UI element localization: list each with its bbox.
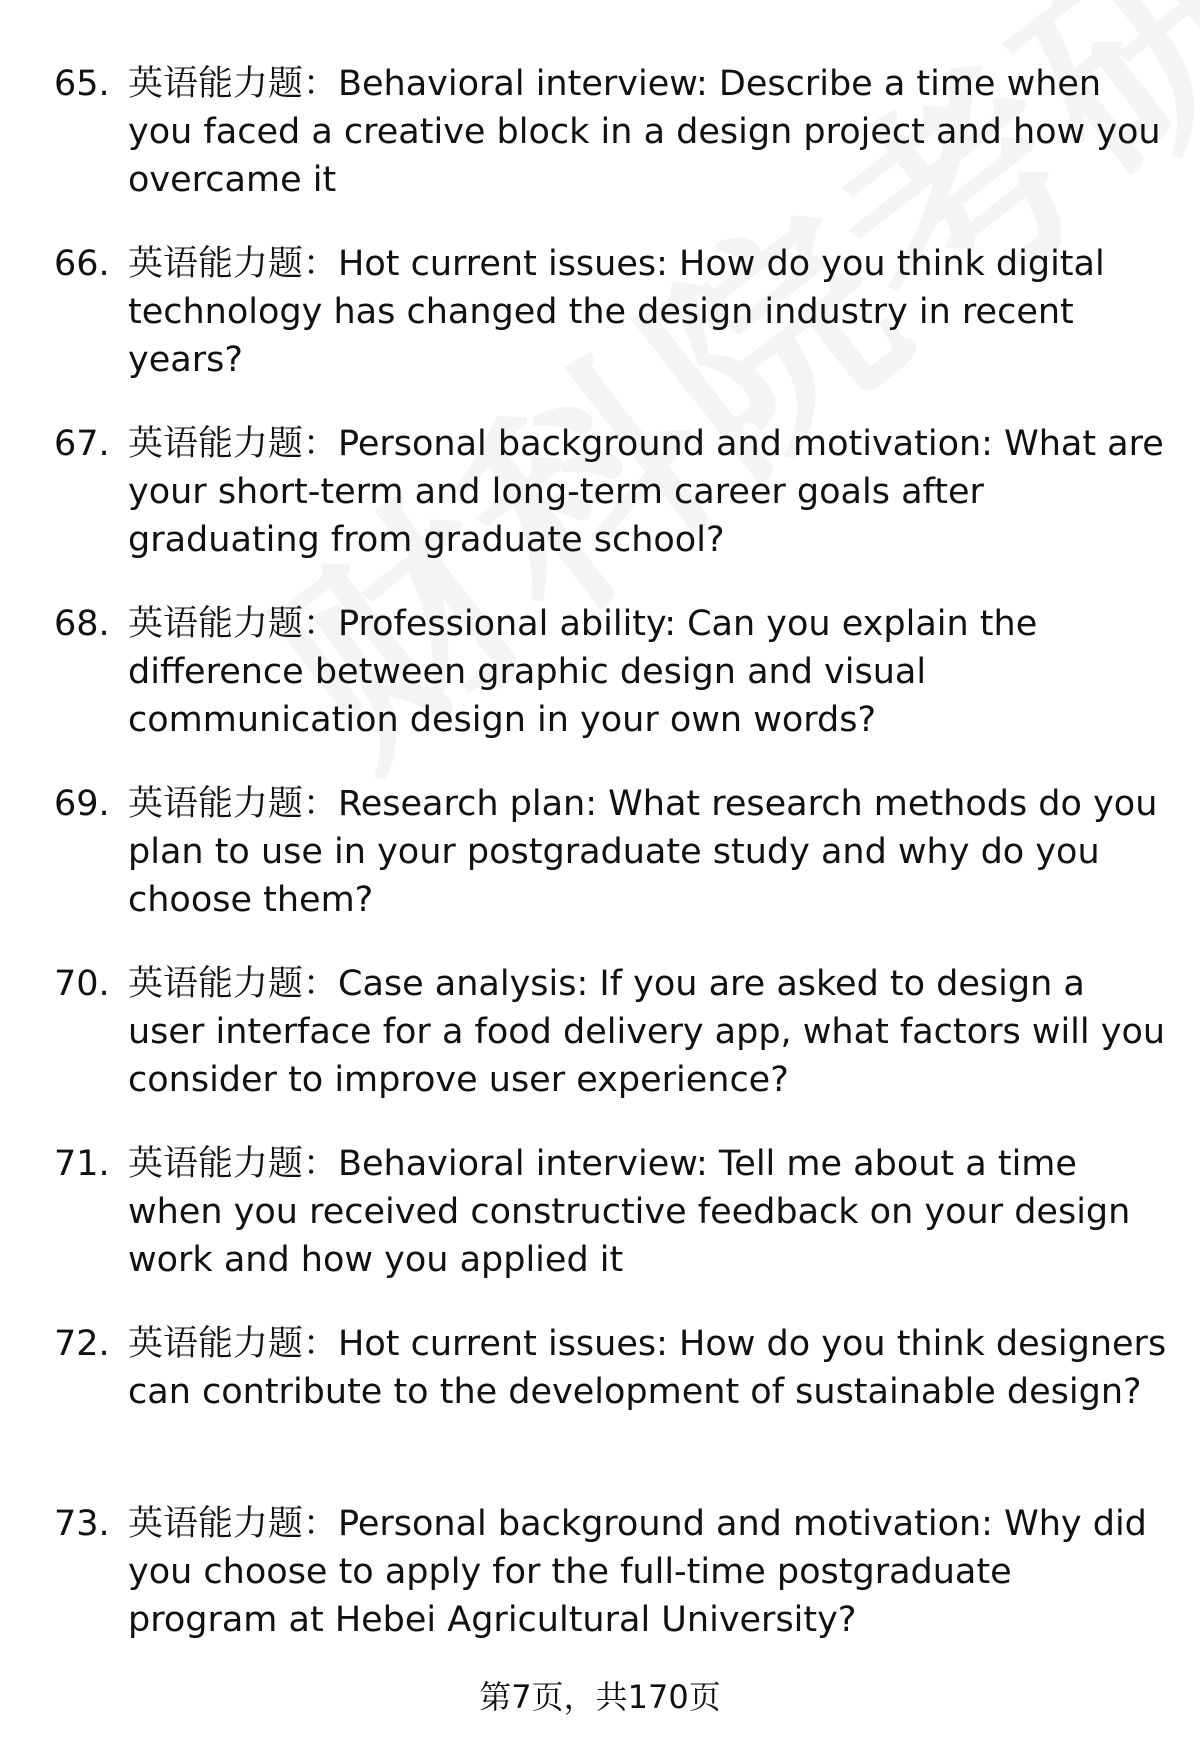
question-text: 英语能力题：Hot current issues: How do you think designers can contribute to the development of sustainable design? <box>128 1324 1167 1412</box>
question-item <box>0 1140 1200 1320</box>
question-item <box>0 240 1200 420</box>
question-number: 70. <box>54 964 110 1004</box>
question-text: 英语能力题：Case analysis: If you are asked to design a user interface for a food delivery app, what factors will you consider to improve user experience? <box>128 964 1166 1100</box>
page-footer: 第7页，共170页 <box>479 1678 721 1716</box>
question-item <box>0 60 1200 240</box>
question-item <box>0 780 1200 960</box>
question-number: 69. <box>54 784 110 824</box>
question-item <box>0 420 1200 600</box>
question-text: 英语能力题：Hot current issues: How do you think digital technology has changed the design industry in recent years? <box>128 244 1105 380</box>
question-list <box>0 60 1200 1680</box>
question-number: 67. <box>54 424 110 464</box>
question-item <box>0 960 1200 1140</box>
question-text: 英语能力题：Personal background and motivation: Why did you choose to apply for the full-time postgraduate program at Hebei Agricultural University? <box>128 1504 1147 1640</box>
question-text: 英语能力题：Professional ability: Can you explain the difference between graphic design and visual communication design in your own words? <box>128 604 1038 740</box>
question-item <box>0 1320 1200 1500</box>
question-text: 英语能力题：Research plan: What research methods do you plan to use in your postgraduate study and why do you choose them? <box>128 784 1158 920</box>
question-text: 英语能力题：Personal background and motivation: What are your short-term and long-term career goals after graduating from graduate school? <box>128 424 1164 560</box>
question-number: 65. <box>54 64 110 104</box>
question-number: 71. <box>54 1144 110 1184</box>
question-text: 英语能力题：Behavioral interview: Tell me about a time when you received constructive feedback on your design work and how you applied it <box>128 1144 1131 1280</box>
question-text: 英语能力题：Behavioral interview: Describe a time when you faced a creative block in a design project and how you overcame it <box>128 64 1161 200</box>
question-item <box>0 600 1200 780</box>
question-item <box>0 1500 1200 1680</box>
question-number: 68. <box>54 604 110 644</box>
question-number: 66. <box>54 244 110 284</box>
question-number: 72. <box>54 1324 110 1364</box>
question-number: 73. <box>54 1504 110 1544</box>
